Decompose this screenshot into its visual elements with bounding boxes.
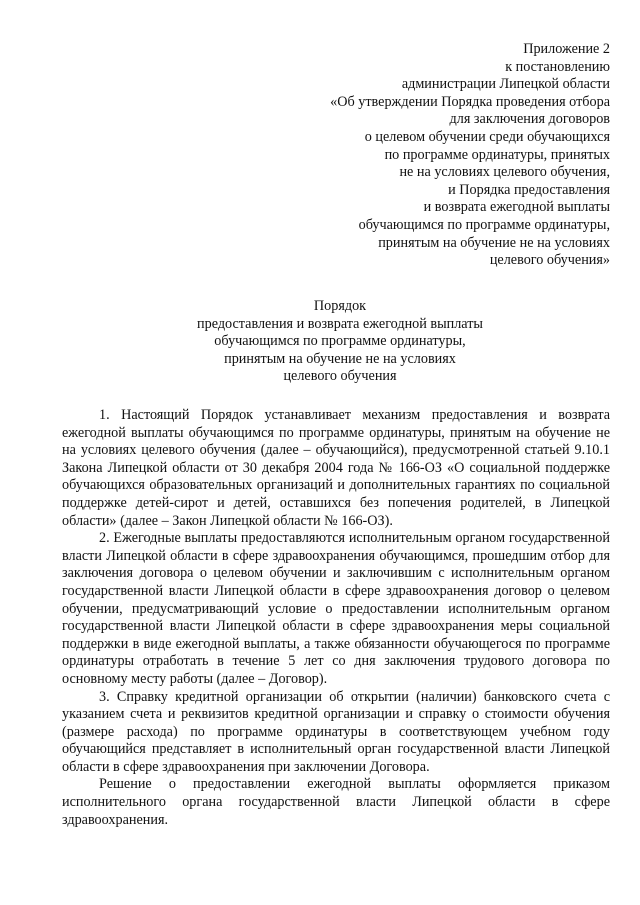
appendix-line: к постановлению xyxy=(505,58,610,75)
appendix-line: о целевом обучении среди обучающихся xyxy=(364,128,610,145)
document-body xyxy=(62,407,610,829)
title-line: предоставления и возврата ежегодной выплаты xyxy=(197,315,483,332)
appendix-header xyxy=(280,41,610,270)
title-line: принятым на обучение не на условиях xyxy=(224,350,456,367)
appendix-line: принятым на обучение не на условиях xyxy=(378,234,610,251)
appendix-line: и Порядка предоставления xyxy=(448,181,610,198)
appendix-line: «Об утверждении Порядка проведения отбора xyxy=(330,93,610,110)
paragraph-2: 2. Ежегодные выплаты предоставляются исполнительным органом государственной власти Липецкой области в сфере здравоохранения обучающимся, прошедшим отбор для заключения договора о целевом обучении и заключившим с исполнительным органом государственной власти Липецкой области в сфере здравоохранения договор о целевом обучении, предусматривающий условие о предоставлении исполнительным органом государственной власти Липецкой области в сфере здравоохранения меры социальной поддержки в виде ежегодной выплаты, а также обязанности обучающегося по программе ординатуры отработать в течение 5 лет со дня заключения трудового договора по основному месту работы (далее – Договор). xyxy=(62,530,610,687)
title-line: Порядок xyxy=(313,298,367,314)
appendix-line: Приложение 2 xyxy=(523,41,610,57)
document-title xyxy=(150,298,530,386)
appendix-line: целевого обучения» xyxy=(489,252,610,269)
appendix-line: для заключения договоров xyxy=(449,111,610,128)
appendix-line: не на условиях целевого обучения, xyxy=(399,164,610,181)
paragraph-4: Решение о предоставлении ежегодной выплаты оформляется приказом исполнительного органа государственной власти Липецкой области в сфере здравоохранения. xyxy=(62,776,610,828)
paragraph-1: 1. Настоящий Порядок устанавливает механизм предоставления и возврата ежегодной выплаты обучающимся по программе ординатуры, принятым на обучение не на условиях целевого обучения (далее – обучающийся), предусмотренной статьей 9.10.1 Закона Липецкой области от 30 декабря 2004 года № 166-ОЗ «О социальной поддержке обучающихся образовательных организаций и дополнительных гарантиях по социальной поддержке детей-сирот и детей, оставшихся без попечения родителей, в Липецкой области» (далее – Закон Липецкой области № 166-ОЗ). xyxy=(62,407,610,529)
appendix-line: администрации Липецкой области xyxy=(401,76,610,93)
title-line: целевого обучения xyxy=(283,368,397,385)
title-line: обучающимся по программе ординатуры, xyxy=(214,333,466,350)
paragraph-3: 3. Справку кредитной организации об открытии (наличии) банковского счета с указанием счета и реквизитов кредитной организации и справку о стоимости обучения (размере расхода) по программе ординатуры в соответствующем учебном году обучающийся представляет в исполнительный орган государственной власти Липецкой области в сфере здравоохранения при заключении Договора. xyxy=(62,688,610,775)
appendix-line: и возврата ежегодной выплаты xyxy=(423,199,610,216)
appendix-line: обучающимся по программе ординатуры, xyxy=(358,216,610,233)
appendix-line: по программе ординатуры, принятых xyxy=(384,146,610,163)
